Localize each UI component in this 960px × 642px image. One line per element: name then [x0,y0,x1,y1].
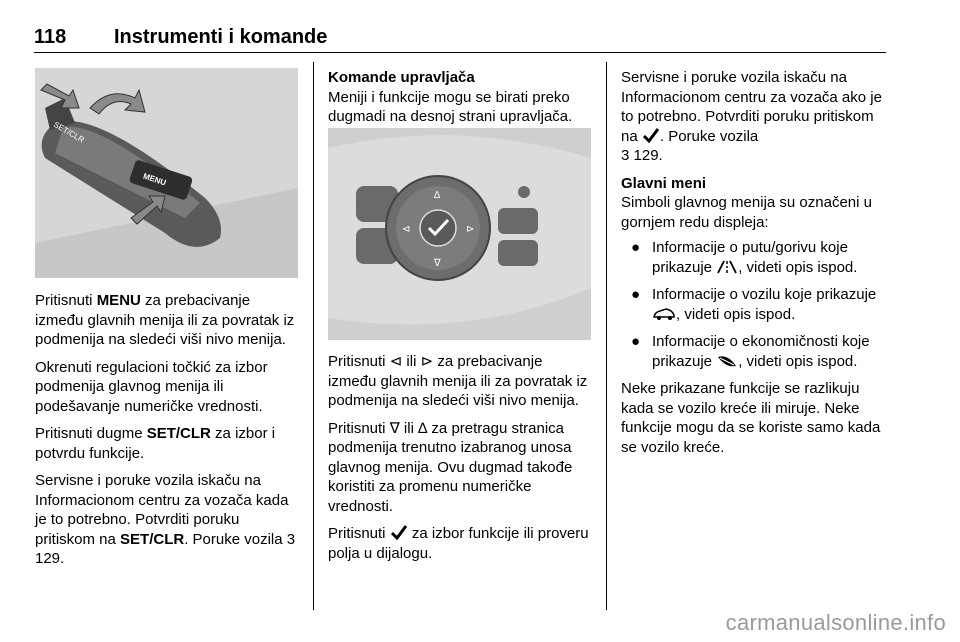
trip-fuel-icon [716,260,738,274]
column-divider-1 [313,62,314,610]
list-item: ● Informacije o vozilu koje prikazuje , videti opis ispod. [631,286,877,323]
paragraph: Pritisnuti MENU za prebacivanje između glavnih menija ili za povratak iz podmenija na sledeći viši nivo menija. [35,292,295,348]
main-menu-list [621,238,889,371]
svg-text:⊲: ⊲ [402,224,411,235]
watermark: carmanualsonline.info [725,610,946,635]
paragraph: Pritisnuti ⊲ ili ⊳ za prebacivanje između glavnih menija ili za povratak iz podmenija na sledeći viši nivo menija. [328,353,588,409]
svg-text:⊳: ⊳ [466,224,475,235]
menu-label: MENU [142,171,168,188]
paragraph: Servisne i poruke vozila iskaču na Informacionom centru za vozača ako je to potrebno. Potvrditi poruku pritiskom na . Poruke vozila 3 129. [621,69,882,164]
list-item: ● Informacije o ekonomičnosti koje prikazuje , videti opis ispod. [631,333,870,370]
paragraph: Simboli glavnog menija su označeni u gornjem redu displeja: [621,194,872,231]
svg-text:∇: ∇ [434,258,441,269]
checkmark-icon [642,127,660,143]
paragraph: Pritisnuti za izbor funkcije ili proveru polja u dijalogu. [328,525,589,562]
checkmark-icon [390,524,408,540]
svg-text:∆: ∆ [434,190,441,201]
vehicle-icon [652,307,676,321]
section-heading: Glavni meni [621,174,707,192]
up-arrow-icon: ∆ [418,419,428,437]
header-rule [34,52,886,53]
page-reference-link[interactable]: 3 129. [35,530,296,567]
paragraph: Okrenuti regulacioni točkić za izbor podmenija glavnog menija ili podešavanje numeričke vrednosti. [35,358,268,415]
column-1 [35,291,301,577]
column-divider-2 [606,62,607,610]
section-heading: Komande upravljača [328,69,475,86]
column-2 [328,68,594,562]
steering-wheel-controls-illustration [328,128,591,340]
page-title: Instrumenti i komande [114,26,328,48]
paragraph: Pritisnuti ∇ ili ∆ za pretragu stranica podmenija trenutno izabranog unosa glavnog menija. Ovu dugmad takođe koristiti za promenu numeričke vrednosti. [328,419,573,515]
eco-leaf-icon [716,354,738,368]
down-arrow-icon: ∇ [389,419,400,437]
paragraph: Servisne i poruke vozila iskaču na Informacionom centru za vozača kada je to potrebno. Potvrditi poruku pritiskom na SET/CLR. Poruke vozila 3 129. [35,472,296,567]
stalk-illustration [35,68,298,278]
left-arrow-icon: ⊲ [389,353,403,370]
svg-text:SET/CLR: SET/CLR [52,119,86,145]
paragraph: Pritisnuti dugme SET/CLR za izbor i potvrdu funkcije. [35,425,276,462]
list-item: ● Informacije o putu/gorivu koje prikazuje , videti opis ispod. [631,239,858,276]
page-number: 118 [34,26,67,48]
column-3 [621,68,889,465]
page-reference-link[interactable]: 3 129. [621,147,663,164]
paragraph: Neke prikazane funkcije se razlikuju kada se vozilo kreće ili miruje. Neke funkcije mogu da se koriste samo kada se vozilo kreće. [621,380,881,456]
right-arrow-icon: ⊳ [420,353,434,370]
page-header [34,26,886,50]
paragraph: Meniji i funkcije mogu se birati preko dugmadi na desnoj strani upravljača. [328,88,573,125]
